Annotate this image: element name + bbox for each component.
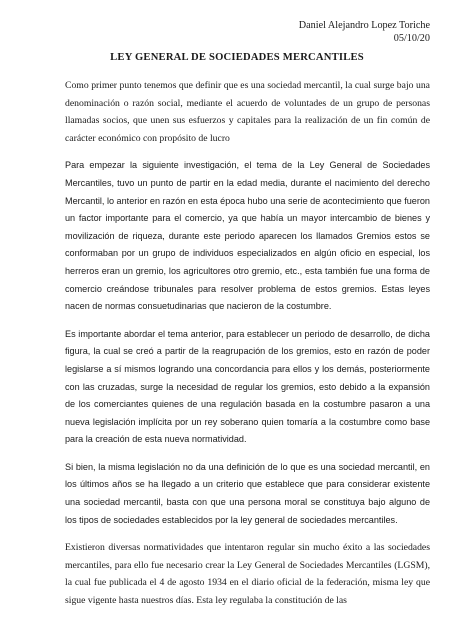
document-date: 05/10/20 (393, 33, 430, 44)
paragraph-lgsm: Existieron diversas normatividades que intentaron regular sin mucho éxito a las sociedades mercantiles, para ello fue necesario crear la Ley General de Sociedades Mercantiles (LGSM), la cual fue publicada el 4 de agosto 1934 en el diario oficial de la federación, misma ley que sigue vigente hasta nuestros días. Esta ley regulaba la constitución de las (65, 542, 430, 607)
paragraph-history: Para empezar la siguiente investigación, el tema de la Ley General de Sociedades Mercantiles, tuvo un punto de partir en la edad media, durante el nacimiento del derecho Mercantil, lo anterior en razón en esta época hubo una serie de acontecimiento que fueron un factor importante para el comercio, ya que había un mayor intercambio de bienes y movilización de riqueza, durante este periodo aparecen los llamados Gremios estos se conformaban por un grupo de individuos especializados en algún oficio en especial, los herreros eran un gremio, los agricultores otro gremio, etc., esta también fue una forma de comercio creándose tribunales para resolver problema de estos gremios. Estas leyes nacen de normas consuetudinarias que nacieron de la costumbre. (65, 160, 430, 312)
document-body (65, 77, 430, 620)
document-title: LEY GENERAL DE SOCIEDADES MERCANTILES (110, 52, 364, 63)
paragraph-legislation: Si bien, la misma legislación no da una definición de lo que es una sociedad mercantil, en los últimos años se ha llegado a un criterio que establece que para considerar existente una sociedad mercantil, basta con que una persona moral se constituya bajo alguno de los tipos de sociedades establecidos por la ley general de sociedades mercantiles. (65, 461, 430, 525)
paragraph-definition: Como primer punto tenemos que definir que es una sociedad mercantil, la cual surge bajo una denominación o razón social, mediante el acuerdo de voluntades de un grupo de personas llamadas socios, que unen sus esfuerzos y capitales para la realización de un fin común de carácter económico con propósito de lucro (65, 80, 430, 144)
author-name: Daniel Alejandro Lopez Toriche (298, 20, 430, 31)
paragraph-development: Es importante abordar el tema anterior, para establecer un periodo de desarrollo, de dicha figura, la cual se creó a partir de la reagrupación de los gremios, esto en razón de poder legislarse a sí mismos logrando una concordancia para ellos y los demás, posteriormente con las cruzadas, surge la necesidad de regular los gremios, esto debido a la expansión de los comerciantes quienes de una regulación basada en la costumbre pasaron a una nueva legislación implícita por un rey soberano quien tomaría a la costumbre como base para la creación de esta nueva normatividad. (65, 328, 430, 445)
document-header (299, 19, 430, 45)
